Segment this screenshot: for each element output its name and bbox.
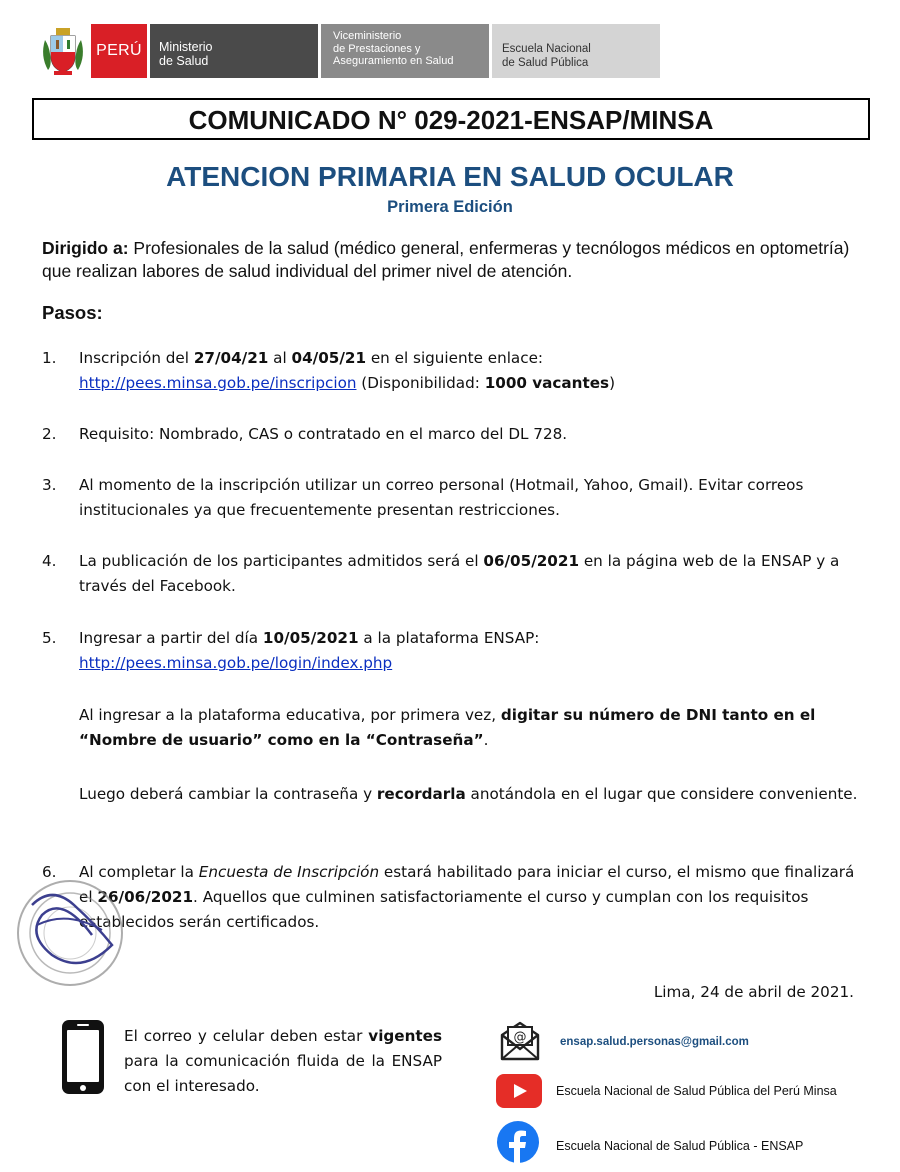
end-date: 26/06/2021 [97, 888, 194, 906]
login-instructions [79, 703, 859, 753]
facebook-icon [497, 1121, 539, 1163]
step-number: 6. [42, 863, 57, 881]
pasos-heading: Pasos: [42, 302, 103, 323]
ministerio-logo [150, 24, 318, 78]
contact-email[interactable]: ensap.salud.personas@gmail.com [560, 1036, 749, 1048]
para-text: Luego deberá cambiar la contraseña y [79, 785, 377, 803]
page-title: ATENCION PRIMARIA EN SALUD OCULAR [166, 161, 734, 192]
escuela-line: de Salud Pública [502, 56, 589, 69]
dirigido-label: Dirigido a: [42, 238, 129, 258]
login-link[interactable]: http://pees.minsa.gob.pe/login/index.php [79, 654, 393, 672]
youtube-channel[interactable]: Escuela Nacional de Salud Pública del Perú Minsa [556, 1084, 837, 1098]
step-text: al [268, 349, 292, 367]
step-text: Inscripción del [79, 349, 194, 367]
smartphone-icon [60, 1018, 106, 1096]
date-start: 27/04/21 [193, 349, 269, 367]
para-text: Al ingresar a la plataforma educativa, por primera vez, [79, 706, 501, 724]
step-number: 3. [42, 476, 57, 494]
password-instructions [79, 782, 859, 807]
inscripcion-link[interactable]: http://pees.minsa.gob.pe/inscripcion [79, 374, 357, 392]
ministerio-line: Ministerio [159, 40, 213, 54]
email-icon [498, 1019, 542, 1061]
step-text: Al completar la [79, 863, 199, 881]
peru-logo [91, 24, 147, 78]
date-place: Lima, 24 de abril de 2021. [653, 983, 854, 1001]
date-end: 04/05/21 [291, 349, 367, 367]
step-text: La publicación de los participantes admitidos será el [79, 552, 484, 570]
step-italic: Encuesta de Inscripción [198, 863, 380, 881]
escuela-logo [492, 24, 660, 78]
para-text: anotándola en el lugar que considere conveniente. [465, 785, 858, 803]
contact-text: El correo y celular deben estar [124, 1027, 369, 1045]
viceministerio-logo [321, 24, 489, 78]
step-text: Ingresar a partir del día [79, 629, 263, 647]
comunicado-heading: COMUNICADO N° 029-2021-ENSAP/MINSA [32, 98, 870, 140]
dirigido-paragraph [42, 237, 860, 283]
step-text: a la plataforma ENSAP: [358, 629, 540, 647]
step-number: 4. [42, 552, 57, 570]
step-text: Al momento de la inscripción utilizar un correo personal (Hotmail, Yahoo, Gmail). Evitar correos institucionales ya que frecuentemente presentan restricciones. [79, 476, 804, 519]
step-text: ) [609, 374, 615, 392]
step-text: (Disponibilidad: [356, 374, 485, 392]
peru-label: PERÚ [96, 42, 142, 59]
start-date: 10/05/2021 [262, 629, 359, 647]
youtube-icon [496, 1074, 542, 1108]
peru-coat-of-arms-logo [40, 26, 86, 76]
publication-date: 06/05/2021 [483, 552, 580, 570]
facebook-page[interactable]: Escuela Nacional de Salud Pública - ENSAP [556, 1139, 804, 1153]
step-number: 2. [42, 425, 57, 443]
step-text: en el siguiente enlace: [366, 349, 544, 367]
viceministerio-line: Viceministerio [333, 30, 402, 42]
viceministerio-line: de Prestaciones y [333, 42, 421, 55]
dirigido-text: Profesionales de la salud (médico general, enfermeras y tecnólogos médicos en optometría) que realizan labores de salud individual del primer nivel de atención. [42, 238, 850, 281]
step-text: Requisito: Nombrado, CAS o contratado en el marco del DL 728. [79, 425, 568, 443]
step-number: 5. [42, 629, 57, 647]
contact-text: para la comunicación fluida de la ENSAP con el interesado. [124, 1052, 442, 1095]
viceministerio-line: Aseguramiento en Salud [333, 55, 454, 67]
step-number: 1. [42, 349, 57, 367]
escuela-line: Escuela Nacional [502, 43, 591, 55]
step-text: en la página web de la ENSAP y a través del Facebook. [79, 552, 840, 595]
page-subtitle: Primera Edición [387, 198, 513, 216]
contact-bold: vigentes [368, 1027, 442, 1045]
step-text: estará habilitado para iniciar el curso, el mismo que finalizará el [79, 863, 855, 906]
vacantes: 1000 vacantes [484, 374, 610, 392]
step-text: . Aquellos que culminen satisfactoriamente el curso y cumplan con los requisitos establecidos serán certificados. [79, 888, 809, 931]
contact-note [124, 1024, 442, 1099]
para-bold: digitar su número de DNI tanto en el “Nombre de usuario” como en la “Contraseña” [79, 706, 816, 749]
official-stamp [12, 875, 124, 990]
para-text: . [483, 731, 489, 749]
para-bold: recordarla [376, 785, 466, 803]
svg-text:@: @ [513, 1030, 527, 1045]
ministerio-line: de Salud [159, 54, 209, 68]
